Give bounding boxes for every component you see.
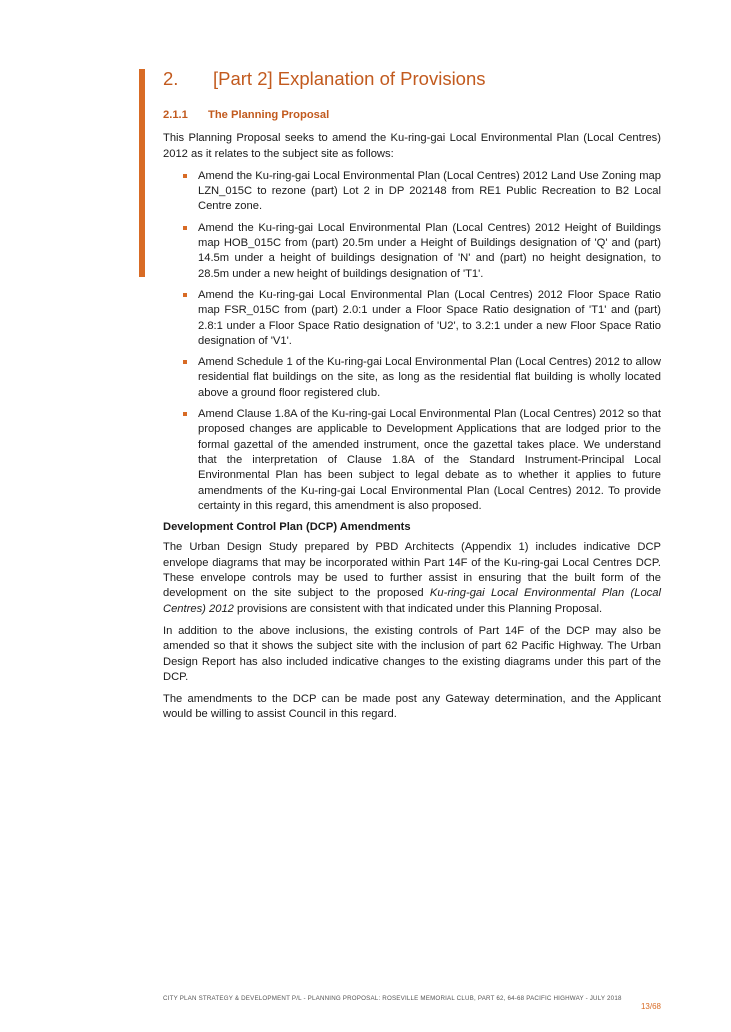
bullet-icon <box>183 360 187 364</box>
intro-paragraph: This Planning Proposal seeks to amend the Ku-ring-gai Local Environmental Plan (Local Centres) 2012 as it relates to the subject site as follows: <box>163 132 661 160</box>
list-item-text: Amend the Ku-ring-gai Local Environmental Plan (Local Centres) 2012 Height of Buildings map HOB_015C from (part) 20.5m under a Height of Buildings designation of 'Q' and (part) 14.5m under a height of buildings designation of 'N' and (part) no height designation, to 28.5m under a new height of buildings designation of 'T1'. <box>198 221 661 280</box>
bullet-icon <box>183 174 187 178</box>
list-item <box>163 221 661 282</box>
dcp-paragraph-3: The amendments to the DCP can be made post any Gateway determination, and the Applicant would be willing to assist Council in this regard. <box>163 693 661 721</box>
list-item <box>163 169 661 215</box>
page-heading <box>163 68 486 90</box>
dcp-heading: Development Control Plan (DCP) Amendments <box>163 521 411 534</box>
page-number: 13/68 <box>640 1002 661 1011</box>
list-item-text: Amend the Ku-ring-gai Local Environmental Plan (Local Centres) 2012 Land Use Zoning map LZN_015C to rezone (part) Lot 2 in DP 202148 from RE1 Public Recreation to B2 Local Centre zone. <box>198 169 661 213</box>
accent-bar <box>139 69 145 277</box>
bullet-icon <box>183 293 187 297</box>
footer-text: CITY PLAN STRATEGY & DEVELOPMENT P/L - PLANNING PROPOSAL: ROSEVILLE MEMORIAL CLUB, PART 62, 64-68 PACIFIC HIGHWAY - JULY 2018 <box>163 995 622 1002</box>
page-footer <box>163 994 661 1011</box>
list-item <box>163 355 661 401</box>
heading-number: 2. <box>163 68 179 89</box>
dcp-paragraph-2: In addition to the above inclusions, the existing controls of Part 14F of the DCP may also be amended so that it shows the subject site with the inclusion of part 62 Pacific Highway. The Urban Design Report has also included indicative changes to the existing diagrams under this part of the DCP. <box>163 624 661 683</box>
list-item-text: Amend the Ku-ring-gai Local Environmental Plan (Local Centres) 2012 Floor Space Ratio map FSR_015C from (part) 2.0:1 under a Floor Space Ratio designation of 'T1' and (part) 2.8:1 under a Floor Space Ratio designation of 'U2', to 3.2:1 under a new Floor Space Ratio designation of 'V1'. <box>198 288 661 347</box>
section-title: The Planning Proposal <box>208 109 330 121</box>
list-item-text: Amend Clause 1.8A of the Ku-ring-gai Local Environmental Plan (Local Centres) 2012 so that proposed changes are applicable to Development Applications that are lodged prior to the formal gazettal of the amended instrument, once the gazettal takes place. We understand that the interpretation of Clause 1.8A of the Standard Instrument-Principal Local Environmental Plan has been subject to legal debate as to whether it applies to future amendments of the Ku-ring-gai Local Environmental Plan (Local Centres) 2012. To provide certainty in this regard, this amendment is also proposed. <box>198 408 661 512</box>
dcp-p1-text-after: provisions are consistent with that indicated under this Planning Proposal. <box>233 602 603 615</box>
list-item <box>163 288 661 349</box>
main-content <box>163 108 661 730</box>
dcp-p1-italic: Ku-ring-gai Local Environmental Plan (Local Centres) 2012 <box>163 587 661 615</box>
heading-title: [Part 2] Explanation of Provisions <box>213 68 486 89</box>
dcp-p1-text-before: The Urban Design Study prepared by PBD Architects (Appendix 1) includes indicative DCP envelope diagrams that may be incorporated within Part 14F of the Ku-ring-gai Local Centres DCP. These envelope controls may be used to further assist in ensuring that the built form of the development on the site subject to the proposed <box>163 541 661 600</box>
list-item-text: Amend Schedule 1 of the Ku-ring-gai Local Environmental Plan (Local Centres) 2012 to allow residential flat buildings on the site, as long as the residential flat building is wholly located above a ground floor registered club. <box>198 356 661 399</box>
amendment-list <box>163 169 661 514</box>
dcp-paragraph-1 <box>163 540 661 616</box>
bullet-icon <box>183 226 187 230</box>
bullet-icon <box>183 412 187 416</box>
list-item <box>163 407 661 514</box>
section-heading <box>163 108 661 123</box>
section-number: 2.1.1 <box>163 109 188 121</box>
